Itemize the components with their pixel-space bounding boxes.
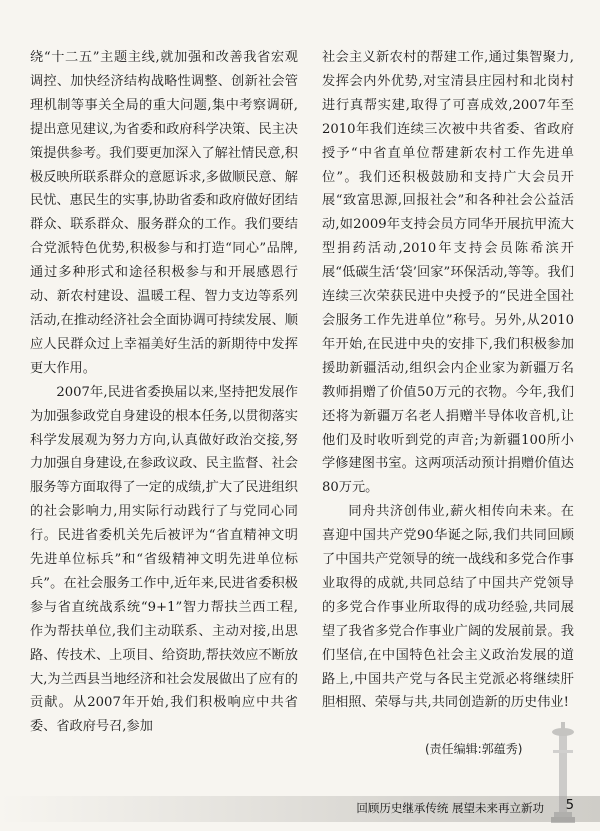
editor-note: (责任编辑:郭蕴秀) [425,742,523,756]
footer-section-title: 回顾历史继承传统 展望未来再立新功 [356,801,544,815]
right-paragraph-2: 同舟共济创伟业,薪火相传向未来。在喜迎中国共产党90华诞之际,我们共同回顾了中国共产党领导的统一战线和多党合作事业取得的成就,共同总结了中国共产党领导的多党合作事业所取得的成功经验,共同展望了我省多党合作事业广阔的发展前景。我们坚信,在中国特色社会主义政治发展的道路上,中国共产党与各民主党派必将继续肝胆相照、荣辱与共,共同创造新的历史伟业! [322,504,574,711]
left-paragraph-2: 2007年,民进省委换届以来,坚持把发展作为加强参政党自身建设的根本任务,以贯彻落实科学发展观为努力方向,认真做好政治交接,努力加强自身建设,在参政议政、民主监督、社会服务等方面取得了一定的成绩,扩大了民进组织的社会影响力,用实际行动践行了与党同心同行。民进省委机关先后被评为“省直精神文明先进单位标兵”和“省级精神文明先进单位标兵”。在社会服务工作中,近年来,民进省委积极参与省直统战系统“9+1”智力帮扶兰西工程,作为帮扶单位,我们主动联系、主动对接,出思路、传技术、上项目、给资助,帮扶效应不断放大,为兰西县当地经济和社会发展做出了应有的贡献。从2007年开始,我们积极响应中共省委、省政府号召,参加 [30,384,298,735]
right-column [322,46,574,715]
left-paragraph-1: 绕“十二五”主题主线,就加强和改善我省宏观调控、加快经济结构战略性调整、创新社会管理机制等事关全局的重大问题,集中考察调研,提出意见建议,为省委和政府科学决策、民主决策提供参考。我们要更加深入了解社情民意,积极反映所联系群众的意愿诉求,多做顺民意、解民忧、惠民生的实事,协助省委和政府做好团结群众、联系群众、服务群众的工作。我们要结合党派特色优势,积极参与和打造“同心”品牌,通过多种形式和途径积极参与和开展感恩行动、新农村建设、温暖工程、智力支边等系列活动,在推动经济社会全面协调可持续发展、顺应人民群众过上幸福美好生活的新期待中发挥更大作用。 [30,50,298,376]
right-paragraph-1: 社会主义新农村的帮建工作,通过集智聚力,发挥会内外优势,对宝清县庄园村和北岗村进行真帮实建,取得了可喜成效,2007年至2010年我们连续三次被中共省委、省政府授予“中省直单位帮建新农村工作先进单位”。我们还积极鼓励和支持广大会员开展“致富思源,回报社会”和各种社会公益活动,如2009年支持会员方同华开展抗甲流大型捐药活动,2010年支持会员陈希滨开展“低碳生活‘袋’回家”环保活动,等等。我们连续三次荣获民进中央授予的“民进全国社会服务工作先进单位”称号。另外,从2010年开始,在民进中央的安排下,我们积极参加援助新疆活动,组织会内企业家为新疆万名教师捐赠了价值50万元的衣物。今年,我们还将为新疆万名老人捐赠半导体收音机,让他们及时收听到党的声音;为新疆100所小学修建图书室。这两项活动预计捐赠价值达80万元。 [322,50,574,496]
left-column [30,46,298,739]
page-number: 5 [565,798,574,813]
